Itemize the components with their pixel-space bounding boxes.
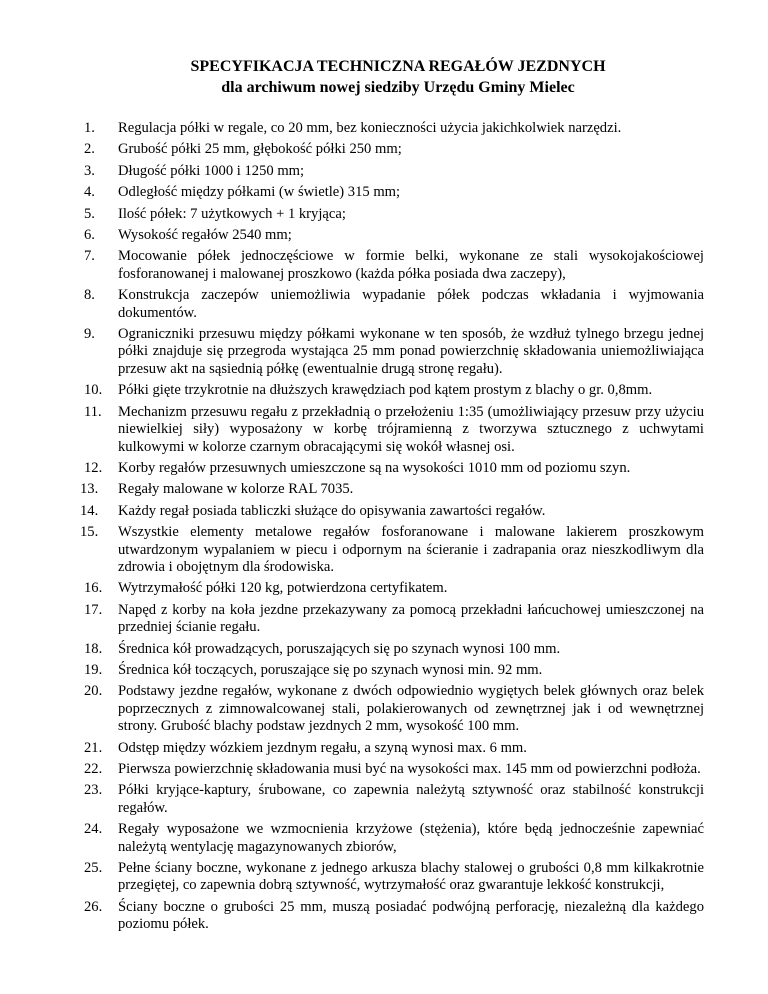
spec-item	[84, 860, 704, 895]
spec-item-number: 21.	[84, 739, 103, 756]
spec-item	[84, 641, 704, 658]
spec-item	[84, 382, 704, 399]
spec-item-number: 22.	[84, 761, 103, 777]
spec-item-text: Ilość półek: 7 użytkowych + 1 kryjąca;	[118, 205, 346, 222]
spec-item	[84, 141, 704, 158]
spec-item-number: 20.	[84, 683, 103, 700]
spec-item-number: 7.	[84, 248, 95, 265]
title-line-2: dla archiwum nowej siedziby Urzędu Gminy Mielec	[221, 79, 575, 96]
spec-item	[84, 821, 704, 856]
spec-item-text: Wszystkie elementy metalowe regałów fosforanowane i malowane lakierem proszkowym utwardzonym wypalaniem w piecu i odpornym na ścieranie i zadrapania oraz nieszkodliwym dla zdrowia i obojętnym dla środowiska.	[118, 524, 704, 575]
spec-item-number: 3.	[84, 162, 95, 179]
spec-item	[84, 782, 704, 817]
spec-item	[84, 899, 704, 934]
spec-item-text: Regały wyposażone we wzmocnienia krzyżowe (stężenia), które będą jednocześnie zapewniać należytą wentylację magazynowanych zbiorów,	[118, 821, 704, 855]
spec-item-number: 4.	[84, 184, 95, 201]
spec-item-number: 17.	[84, 601, 103, 618]
spec-item-text: Długość półki 1000 i 1250 mm;	[118, 162, 305, 179]
spec-item	[84, 740, 704, 757]
spec-item-text: Pełne ściany boczne, wykonane z jednego arkusza blachy stalowej o grubości 0,8 mm kilkakrotnie przegiętej, co zapewnia dobrą sztywność, wytrzymałość oraz gwarantuje lekkość konstrukcji,	[118, 860, 704, 894]
spec-item-text: Półki kryjące-kaptury, śrubowane, co zapewnia należytą sztywność oraz stabilność konstrukcji regałów.	[118, 782, 704, 816]
spec-item-number: 2.	[84, 141, 95, 158]
spec-item	[84, 761, 704, 778]
spec-item-text: Ograniczniki przesuwu między półkami wykonane w ten sposób, że wzdłuż tylnego brzegu jednej półki znajduje się przegroda wystająca 25 mm ponad powierzchnię składowania uniemożliwiająca przesuw akt na sąsiednią półkę (ewentualnie drugą stronę regału).	[118, 326, 704, 377]
spec-item-text: Grubość półki 25 mm, głębokość półki 250 mm;	[118, 141, 402, 158]
spec-item-text: Mechanizm przesuwu regału z przekładnią o przełożeniu 1:35 (umożliwiający przesuw przy użyciu niewielkiej siły) wyposażony w korbę trójramienną z tworzywa sztucznego z uchwytami kulkowymi w kolorze czarnym obracającymi się wokół własnej osi.	[118, 403, 704, 455]
spec-item-text: Podstawy jezdne regałów, wykonane z dwóch odpowiednio wygiętych belek głównych oraz belek poprzecznych z zimnowalcowanej stali, polakierowanych od zewnętrznej jak i od wewnętrznej strony. Grubość blachy podstaw jezdnych 2 mm, wysokość 100 mm.	[118, 683, 704, 735]
title-line-1: SPECYFIKACJA TECHNICZNA REGAŁÓW JEZDNYCH	[190, 58, 606, 75]
spec-item	[84, 248, 704, 283]
spec-item-text: Odległość między półkami (w świetle) 315 mm;	[118, 184, 401, 201]
spec-item	[80, 524, 704, 576]
spec-item-number: 25.	[84, 860, 103, 877]
spec-item	[84, 326, 704, 378]
spec-item-number: 18.	[84, 640, 103, 657]
spec-item-number: 11.	[84, 403, 102, 420]
spec-item-number: 15.	[80, 524, 99, 541]
spec-item	[84, 120, 704, 137]
spec-item	[84, 580, 704, 597]
spec-item	[84, 662, 704, 679]
spec-item-number: 8.	[84, 287, 95, 304]
spec-item-number: 13.	[80, 481, 99, 498]
spec-item-text: Każdy regał posiada tabliczki służące do opisywania zawartości regałów.	[118, 502, 546, 519]
spec-item-number: 16.	[84, 580, 103, 597]
spec-item-text: Wytrzymałość półki 120 kg, potwierdzona certyfikatem.	[118, 580, 448, 597]
spec-item-text: Regulacja półki w regale, co 20 mm, bez konieczności użycia jakichkolwiek narzędzi.	[118, 120, 622, 136]
spec-item	[84, 404, 704, 456]
spec-item	[84, 602, 704, 637]
spec-item	[84, 184, 704, 201]
spec-item-number: 1.	[84, 120, 95, 136]
spec-item	[84, 683, 704, 735]
spec-item-number: 14.	[80, 502, 99, 519]
spec-item-number: 9.	[84, 326, 95, 343]
spec-item	[84, 206, 704, 223]
spec-item-text: Półki gięte trzykrotnie na dłuższych krawędziach pod kątem prostym z blachy o gr. 0,8mm.	[118, 382, 653, 399]
spec-item-text: Ściany boczne o grubości 25 mm, muszą posiadać podwójną perforację, niezależną dla każdego poziomu półek.	[118, 898, 704, 933]
spec-item-number: 23.	[84, 782, 103, 799]
spec-item-number: 10.	[84, 382, 103, 399]
spec-item-number: 24.	[84, 821, 103, 838]
spec-item-number: 12.	[84, 459, 103, 476]
spec-item-number: 5.	[84, 205, 95, 222]
spec-item-number: 19.	[84, 661, 103, 678]
spec-item	[80, 481, 704, 498]
spec-item-text: Odstęp między wózkiem jezdnym regału, a szyną wynosi max. 6 mm.	[118, 739, 527, 756]
specification-list	[80, 120, 704, 934]
spec-item-text: Średnica kół toczących, poruszające się po szynach wynosi min. 92 mm.	[118, 661, 543, 678]
document-title	[84, 56, 704, 98]
spec-item	[84, 287, 704, 322]
spec-item-text: Konstrukcja zaczepów uniemożliwia wypadanie półek podczas wkładania i wyjmowania dokumentów.	[118, 287, 704, 321]
spec-item	[84, 227, 704, 244]
spec-item-text: Mocowanie półek jednoczęściowe w formie belki, wykonane ze stali wysokojakościowej fosforanowanej i malowanej proszkowo (każda półka posiada dwa zaczepy),	[118, 248, 704, 282]
spec-item-text: Korby regałów przesuwnych umieszczone są na wysokości 1010 mm od poziomu szyn.	[118, 459, 631, 476]
spec-item-number: 6.	[84, 227, 95, 244]
spec-item	[84, 163, 704, 180]
spec-item-text: Pierwsza powierzchnię składowania musi być na wysokości max. 145 mm od powierzchni podłoża.	[118, 761, 701, 777]
spec-item-text: Regały malowane w kolorze RAL 7035.	[118, 481, 354, 498]
spec-item-text: Średnica kół prowadzących, poruszających się po szynach wynosi 100 mm.	[118, 640, 561, 657]
spec-item-text: Napęd z korby na koła jezdne przekazywany za pomocą przekładni łańcuchowej umieszczonej na przedniej ścianie regału.	[118, 601, 704, 636]
spec-item	[80, 502, 704, 520]
spec-item-text: Wysokość regałów 2540 mm;	[118, 227, 292, 244]
spec-item-number: 26.	[84, 898, 103, 915]
spec-item	[84, 460, 704, 477]
